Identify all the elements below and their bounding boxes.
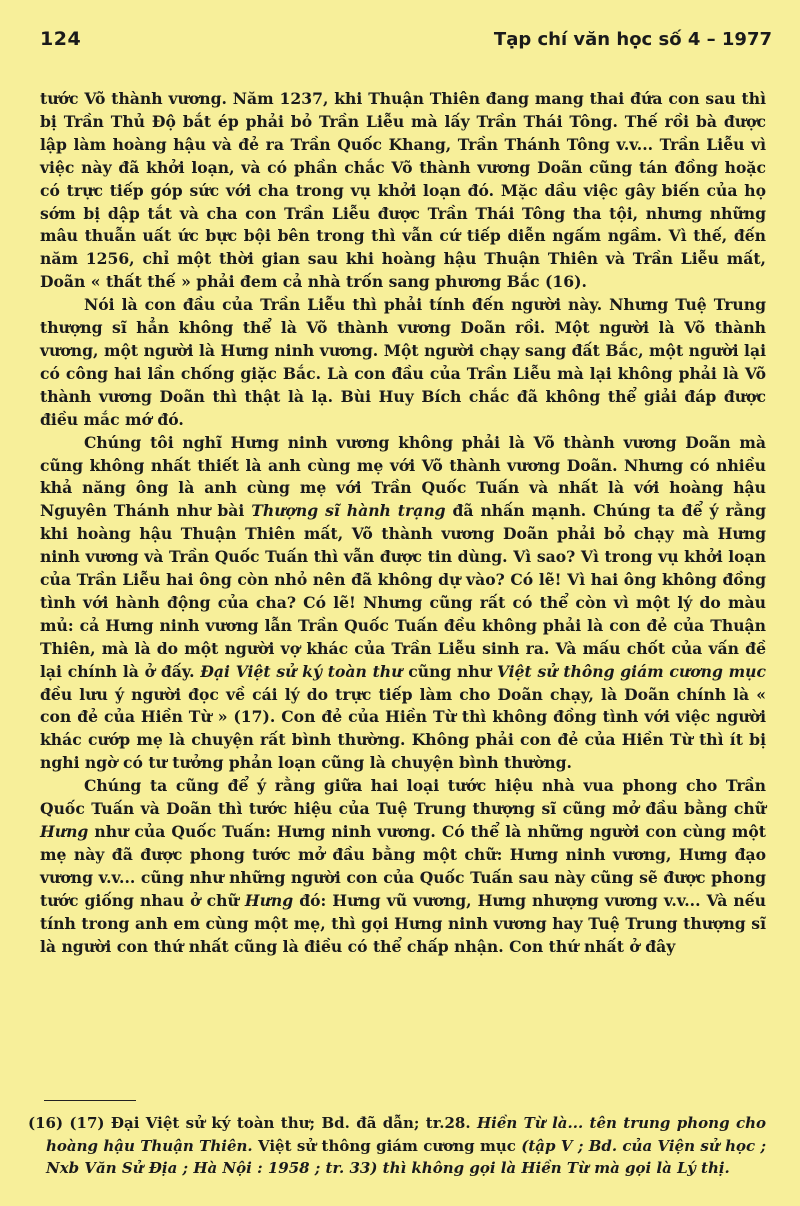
text-segment: tước Võ thành vương. Năm 1237, khi Thuận Thiên đang mang thai đứa con sau thì bị Trần Thủ Độ bắt ép phải bỏ Trần Liễu mà lấy Trần Thái Tông. Thế rồi bà được lập làm hoàng hậu và đẻ ra Trần Quốc Khang, Trần Thánh Tông v.v... Trần Liễu vì việc này đã khởi loạn, và có phần chắc Võ thành vương Doãn cũng tán đồng hoặc có trực tiếp góp sức với cha trong vụ khởi loạn đó. Mặc dầu việc gây biến của họ sớm bị dập tắt và cha con Trần Liễu được Trần Thái Tông tha tội, nhưng những mâu thuẫn uất ức bực bội bên trong thì vẫn cứ tiếp diễn ngấm ngầm. Vì thế, đến năm 1256, chỉ một thời gian sau khi hoàng hậu Thuận Thiên và Trần Liễu mất, Doãn « thất thế » phải đem cả nhà trốn sang phương Bắc (16). (40, 89, 766, 292)
italic-title: Việt sử thông giám cương mục (496, 661, 766, 681)
italic-word: Hưng (244, 890, 294, 910)
journal-title: Tạp chí văn học số 4 – 1977 (493, 29, 772, 50)
footnotes (28, 1112, 766, 1180)
italic-title: Đại Việt sử ký toàn thư (200, 661, 403, 681)
page-number: 124 (40, 28, 82, 50)
text-segment: Nói là con đầu của Trần Liễu thì phải tính đến người này. Nhưng Tuệ Trung thượng sĩ hẳn không thể là Võ thành vương Doãn rồi. Một người là Võ thành vương, một người là Hưng ninh vương. Một người chạy sang đất Bắc, một người lại có công hai lần chống giặc Bắc. Là con đầu của Trần Liễu mà lại không phải là Võ thành vương Doãn thì thật là lạ. Bùi Huy Bích chắc đã không thể giải đáp được điều mắc mớ đó. (40, 295, 766, 429)
text-segment: đều lưu ý người đọc về cái lý do trực tiếp làm cho Doãn chạy, là Doãn chính là « con đẻ của Hiền Từ » (17). Con đẻ của Hiền Từ thì không đồng tình với việc người khác cướp mẹ là chuyện rất bình thường. Không phải con đẻ của Hiền Từ thì ít bị nghi ngờ có tư tưởng phản loạn cũng là chuyện bình thường. (40, 684, 766, 773)
italic-segment: (tập V ; Bd. của Viện sử học ; Nxb Văn Sử Địa ; Hà Nội : 1958 ; tr. 33) thì không gọi là Hiền Từ mà gọi là Lý thị. (46, 1136, 766, 1177)
italic-segment: Hiền Từ là... tên trung phong cho hoàng hậu Thuận Thiên. (46, 1114, 766, 1155)
text-segment: như của Quốc Tuấn: Hưng ninh vương. Có thể là những người con cùng một mẹ này đã được phong tước mở đầu bằng một chữ: Hưng ninh vương, Hưng đạo vương v.v... cũng như những người con của Quốc Tuấn sau này cũng sẽ được phong tước giống nhau ở chữ (40, 822, 766, 910)
text-segment: (16) (17) Đại Việt sử ký toàn thư; Bd. đã dẫn; tr.28. (28, 1114, 477, 1132)
paragraph-3 (40, 432, 766, 776)
text-segment: đó: Hưng vũ vương, Hưng nhượng vương v.v... Và nếu tính trong anh em cùng một mẹ, thì gọi Hưng ninh vương hay Tuệ Trung thượng sĩ là người con thứ nhất cũng là điều có thể chấp nhận. Con thứ nhất ở đây (40, 890, 766, 956)
italic-word: Hưng (40, 822, 89, 841)
text-segment: Chúng tôi nghĩ Hưng ninh vương không phải là Võ thành vương Doãn mà cũng không nhất thiết là anh cùng mẹ với Võ thành vương Doãn. Nhưng có nhiều khả năng ông là anh cùng mẹ với Trần Quốc Tuấn và nhất là với hoàng hậu Nguyên Thánh như bài (40, 432, 766, 521)
paragraph-2 (40, 294, 766, 431)
text-segment: Chúng ta cũng để ý rằng giữa hai loại tước hiệu nhà vua phong cho Trần Quốc Tuấn và Doãn thì tước hiệu của Tuệ Trung thượng sĩ cũng mở đầu bằng chữ (40, 776, 766, 819)
running-header (40, 28, 772, 54)
footnote-divider (44, 1100, 136, 1101)
text-segment: đã nhấn mạnh. Chúng ta để ý rằng khi hoàng hậu Thuận Thiên mất, Võ thành vương Doãn phải bỏ chạy mà Hưng ninh vương và Trần Quốc Tuấn thì vẫn được tin dùng. Vì sao? Vì trong vụ khởi loạn của Trần Liễu hai ông còn nhỏ nên đã không dự vào? Có lẽ! Vì hai ông không đồng tình với hành động của cha? Có lẽ! Nhưng cũng rất có thể còn vì một lý do màu mủ: cả Hưng ninh vương lẫn Trần Quốc Tuấn đều không phải là con đẻ của Thuận Thiên, mà là do một người vợ khác của Trần Liễu sinh ra. Và mấu chốt của vấn đề lại chính là ở đấy. (40, 501, 767, 681)
text-segment: Việt sử thông giám cương mục (252, 1136, 522, 1155)
italic-title: Thượng sĩ hành trạng (251, 501, 446, 521)
text-segment: cũng như (402, 661, 497, 681)
body-text (40, 88, 766, 958)
paragraph-4 (40, 775, 766, 958)
footnote-16-17 (28, 1112, 766, 1180)
paragraph-1 (40, 88, 766, 294)
